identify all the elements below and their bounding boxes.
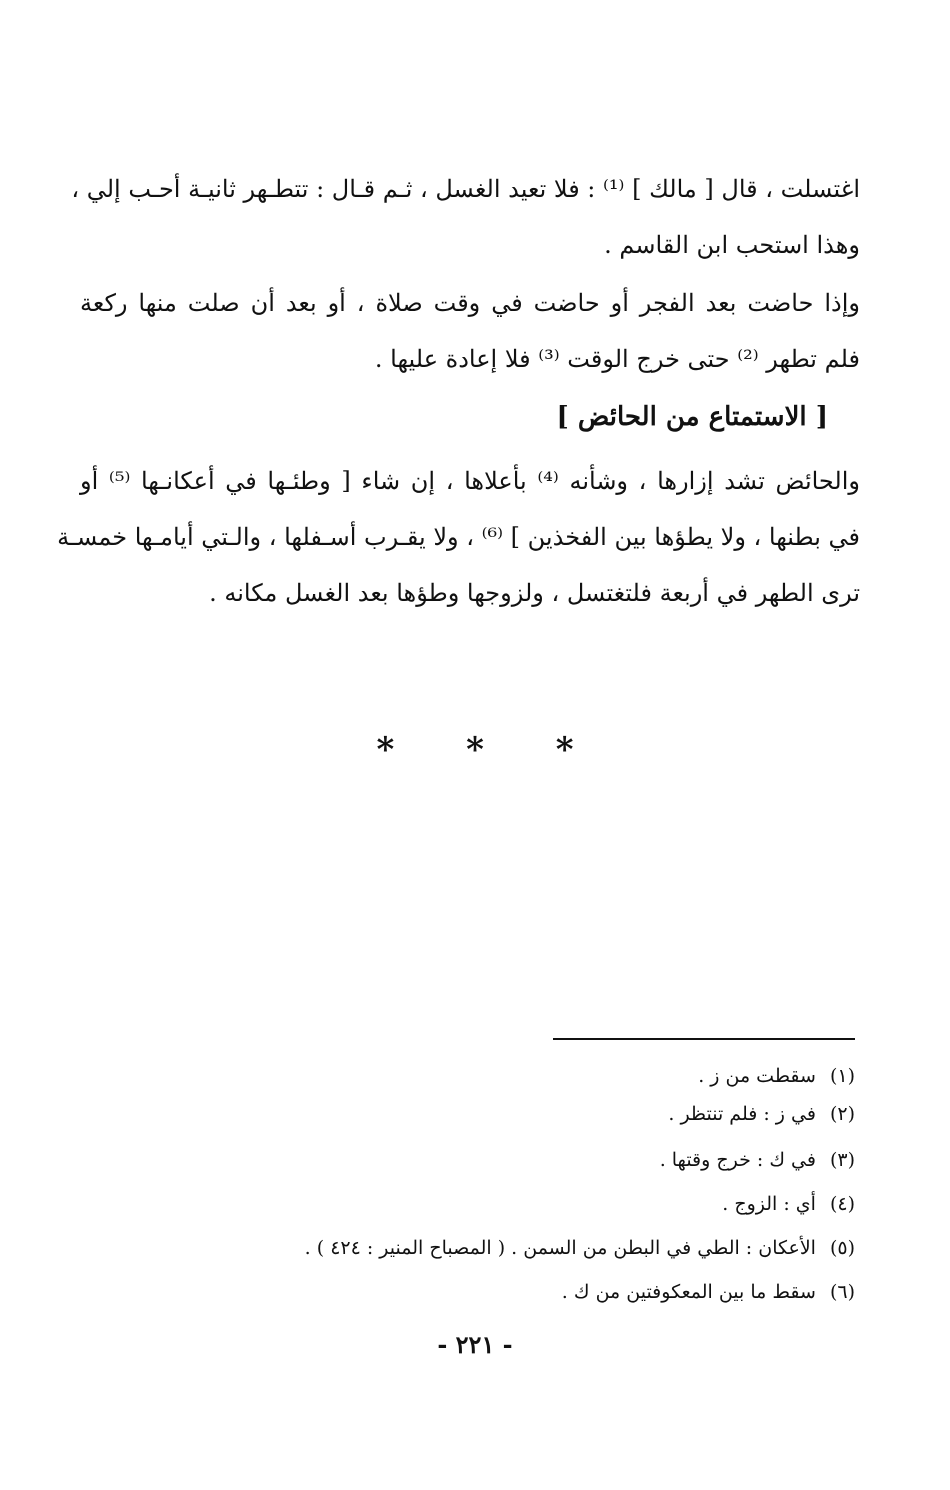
body-line-4: فلم تطهر ⁽²⁾ حتى خرج الوقت ⁽³⁾ فلا إعادة عليها . bbox=[374, 345, 860, 373]
section-heading: [ الاستمتاع من الحائض ] bbox=[556, 402, 828, 432]
separator-star: * bbox=[555, 730, 574, 770]
separator-star: * bbox=[466, 730, 484, 770]
section-separator bbox=[0, 730, 950, 770]
body-line-7: ترى الطهر في أربعة فلتغتسل ، ولزوجها وطؤها بعد الغسل مكانه . bbox=[209, 579, 860, 607]
footnote-text: سقطت من ز . bbox=[698, 1065, 816, 1087]
footnote-number: (٣) bbox=[829, 1149, 855, 1171]
footnote-number: (٥) bbox=[829, 1237, 855, 1259]
footnote-5 bbox=[305, 1234, 855, 1262]
separator-star: * bbox=[376, 730, 395, 770]
footnote-3 bbox=[660, 1146, 855, 1174]
body-line-2: وهذا استحب ابن القاسم . bbox=[604, 231, 860, 259]
footnote-number: (٤) bbox=[829, 1193, 855, 1215]
footnote-text: الأعكان : الطي في البطن من السمن . ( المصباح المنير : ٤٢٤ ) . bbox=[304, 1237, 816, 1259]
body-line-6: في بطنها ، ولا يطؤها بين الفخذين ] ⁽⁶⁾ ، ولا يقـرب أسـفلها ، والـتي أيامـها خمسـة bbox=[57, 523, 860, 551]
footnote-number: (٦) bbox=[829, 1281, 855, 1303]
footnote-rule bbox=[553, 1038, 855, 1040]
footnote-number: (٢) bbox=[829, 1103, 855, 1125]
body-line-1: اغتسلت ، قال [ مالك ] ⁽¹⁾ : فلا تعيد الغسل ، ثـم قـال : تتطـهر ثانيـة أحـب إلي ، bbox=[71, 175, 860, 203]
footnote-1 bbox=[698, 1062, 855, 1090]
footnote-text: سقط ما بين المعكوفتين من ك . bbox=[561, 1281, 816, 1303]
footnote-6 bbox=[562, 1278, 855, 1306]
body-line-3: وإذا حاضت بعد الفجر أو حاضت في وقت صلاة ، أو بعد أن صلت منها ركعة bbox=[80, 289, 860, 317]
footnote-text: في ز : فلم تنتظر . bbox=[668, 1103, 816, 1125]
page-number: - ٢٢١ - bbox=[437, 1330, 513, 1359]
footnote-number: (١) bbox=[829, 1065, 855, 1087]
footnote-text: أي : الزوج . bbox=[722, 1193, 816, 1215]
footnote-2 bbox=[668, 1100, 855, 1128]
footnote-4 bbox=[722, 1190, 855, 1218]
footnote-text: في ك : خرج وقتها . bbox=[659, 1149, 816, 1171]
body-line-5: والحائض تشد إزارها ، وشأنه ⁽⁴⁾ بأعلاها ، إن شاء [ وطئـها في أعكانـها ⁽⁵⁾ أو bbox=[80, 467, 860, 495]
